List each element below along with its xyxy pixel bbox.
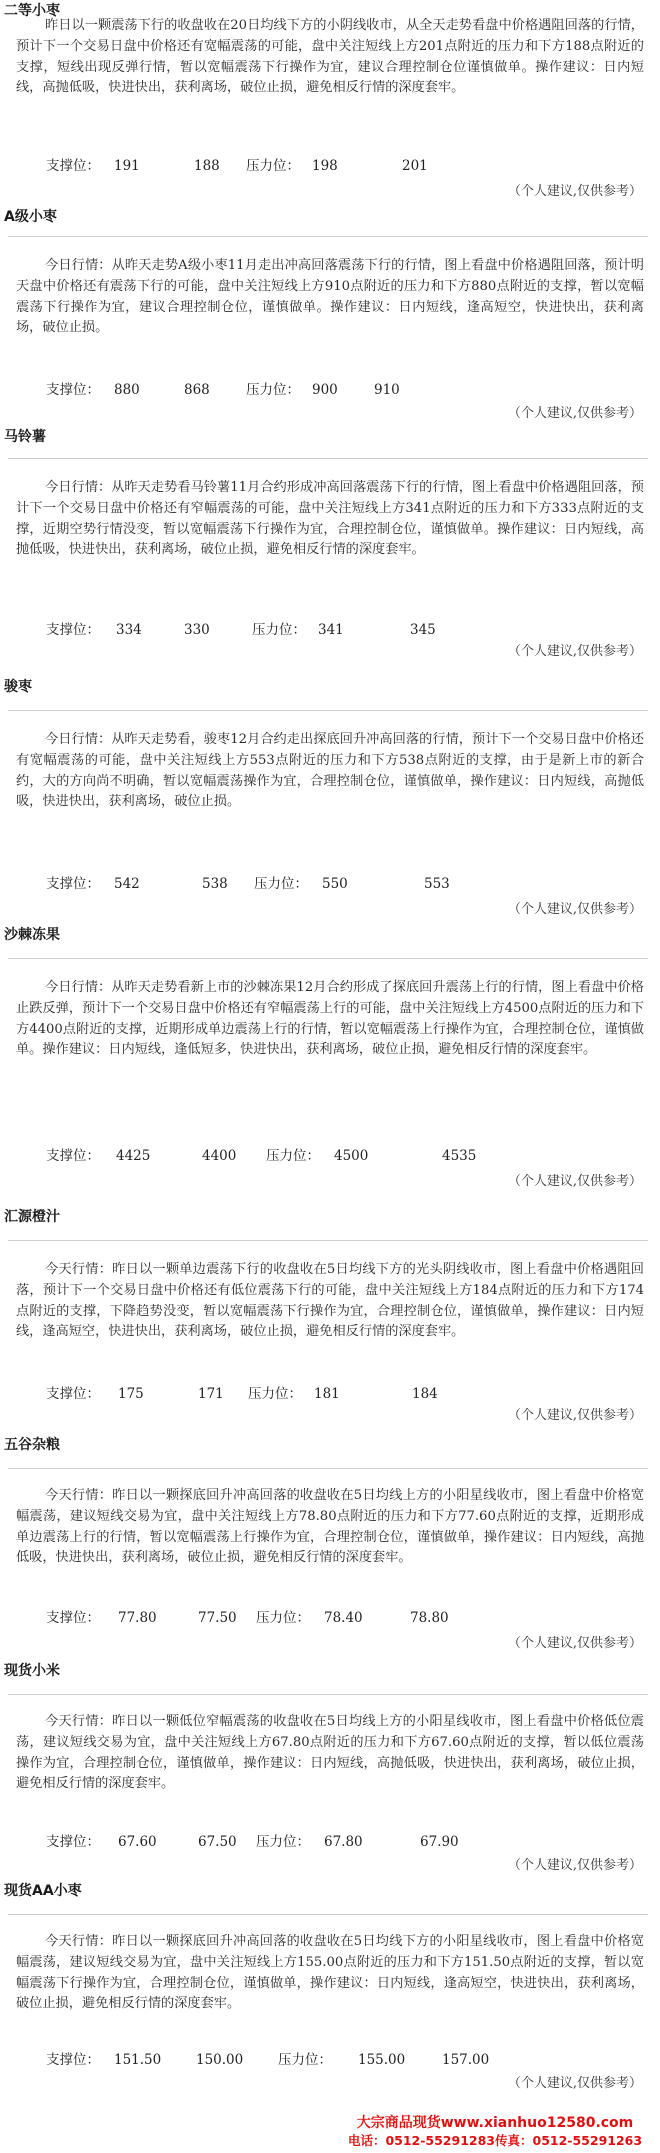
footer-phone-fax: 电话：0512-55291283传真：0512-55291263 [347, 2133, 643, 2148]
disclaimer-note: （个人建议,仅供参考） [507, 644, 642, 659]
support-label: 支撑位： [46, 158, 100, 174]
resistance-label: 压力位： [256, 1834, 310, 1850]
resistance-value-2: 67.90 [420, 1834, 459, 1850]
divider [8, 1240, 648, 1241]
divider [8, 458, 648, 459]
support-label: 支撑位： [46, 382, 100, 398]
support-value-2: 538 [202, 876, 228, 892]
divider [8, 1468, 648, 1469]
section-title: 五谷杂粮 [4, 1437, 60, 1453]
support-label: 支撑位： [46, 2052, 100, 2068]
resistance-value-2: 910 [374, 382, 400, 398]
section-text: 今日行情：从昨天走势A级小枣11月走出冲高回落震荡下行的行情，图上看盘中价格遇阻回落，预计明天盘中价格还有震荡下行的可能，盘中关注短线上方910点附近的压力和下方880点附近的支撑，暂以宽幅震荡下行操作为宜，建议合理控制仓位，谨慎做单。操作建议：日内短线，逢高短空，快进快出，获利离场，破位止损。 [16, 258, 644, 336]
divider [8, 1694, 648, 1695]
resistance-value-1: 181 [314, 1386, 340, 1402]
divider [8, 1914, 648, 1915]
section-text: 昨日以一颗震荡下行的收盘收在20日均线下方的小阴线收市，从全天走势看盘中价格遇阻回落的行情，预计下一个交易日盘中价格还有宽幅震荡的可能，盘中关注短线上方201点附近的压力和下方188点附近的支撑，短线出现反弹行情，暂以宽幅震荡下行操作为宜，建议合理控制仓位谨慎做单。操作建议：日内短线，高抛低吸，快进快出，获利离场，破位止损，避免相反行情的深度套牢。 [16, 18, 644, 96]
support-value-2: 67.50 [198, 1834, 237, 1850]
disclaimer-note: （个人建议,仅供参考） [507, 184, 642, 199]
section-title: 现货AA小枣 [4, 1883, 82, 1899]
support-value-1: 67.60 [118, 1834, 157, 1850]
resistance-label: 压力位： [266, 1148, 320, 1164]
resistance-value-2: 553 [424, 876, 450, 892]
section-title: 现货小米 [4, 1663, 60, 1679]
section-text: 今日行情：从昨天走势看新上市的沙棘冻果12月合约形成了探底回升震荡上行的行情，图上看盘中价格止跌反弹，预计下一个交易日盘中价格还有窄幅震荡上行的可能，盘中关注短线上方4500点附近的压力和下方4400点附近的支撑，近期形成单边震荡上行的行情，暂以宽幅震荡上行操作为宜，合理控制仓位，谨慎做单。操作建议：日内短线，逢低短多，快进快出，获利离场，破位止损，避免相反行情的深度套牢。 [16, 980, 644, 1058]
resistance-value-2: 184 [412, 1386, 438, 1402]
section-text: 今天行情：昨日以一颗单边震荡下行的收盘收在5日均线下方的光头阴线收市，图上看盘中价格遇阻回落，预计下一个交易日盘中价格还有低位震荡下行的可能，盘中关注短线上方184点附近的压力和下方174点附近的支撑，下降趋势没变，暂以宽幅震荡下行操作为宜，合理控制仓位，谨慎做单，操作建议：日内短线，逢高短空，快进快出，获利离场，破位止损，避免相反行情的深度套牢。 [16, 1262, 644, 1340]
disclaimer-note: （个人建议,仅供参考） [507, 902, 642, 917]
section-text: 今天行情：昨日以一颗低位窄幅震荡的收盘收在5日均线上方的小阳星线收市，图上看盘中价格低位震荡，建议短线交易为宜，盘中关注短线上方67.80点附近的压力和下方67.60点附近的支撑，暂以低位震荡操作为宜，合理控制仓位，谨慎做单，操作建议：日内短线，高抛低吸，快进快出，获利离场，破位止损，避免相反行情的深度套牢。 [16, 1714, 644, 1792]
support-value-2: 77.50 [198, 1610, 237, 1626]
support-value-1: 880 [114, 382, 140, 398]
support-value-1: 191 [114, 158, 140, 174]
resistance-label: 压力位： [246, 382, 300, 398]
support-value-2: 868 [184, 382, 210, 398]
resistance-label: 压力位： [248, 1386, 302, 1402]
section-title: 马铃薯 [4, 429, 46, 445]
support-label: 支撑位： [46, 1834, 100, 1850]
resistance-value-1: 900 [312, 382, 338, 398]
support-value-1: 4425 [116, 1148, 151, 1164]
resistance-label: 压力位： [246, 158, 300, 174]
disclaimer-note: （个人建议,仅供参考） [507, 1858, 642, 1873]
resistance-value-1: 78.40 [324, 1610, 363, 1626]
support-value-1: 175 [118, 1386, 144, 1402]
disclaimer-note: （个人建议,仅供参考） [507, 1408, 642, 1423]
resistance-label: 压力位： [254, 876, 308, 892]
support-value-1: 151.50 [114, 2052, 162, 2068]
resistance-value-1: 155.00 [358, 2052, 406, 2068]
support-label: 支撑位： [46, 1386, 100, 1402]
section-text: 今日行情：从昨天走势看马铃薯11月合约形成冲高回落震荡下行的行情，图上看盘中价格遇阻回落，预计下一个交易日盘中价格还有窄幅震荡的可能，盘中关注短线上方341点附近的压力和下方333点附近的支撑，近期空势行情没变，暂以宽幅震荡下行操作为宜，合理控制仓位，谨慎做单。操作建议：日内短线，高抛低吸，快进快出，获利离场，破位止损，避免相反行情的深度套牢。 [16, 480, 644, 558]
resistance-value-2: 201 [402, 158, 428, 174]
section-title: 沙棘冻果 [4, 927, 60, 943]
support-value-2: 150.00 [196, 2052, 244, 2068]
section-title: 汇源橙汁 [4, 1209, 60, 1225]
section-text: 今天行情：昨日以一颗探底回升冲高回落的收盘收在5日均线下方的小阳星线收市，图上看盘中价格宽幅震荡，建议短线交易为宜，盘中关注短线上方155.00点附近的压力和下方151.50点附近的支撑，暂以宽幅震荡下行操作为宜，合理控制仓位，谨慎做单，操作建议：日内短线，逢高短空，快进快出，获利离场，破位止损，避免相反行情的深度套牢。 [16, 1934, 644, 2012]
support-value-2: 188 [194, 158, 220, 174]
section-title: 骏枣 [4, 679, 32, 695]
resistance-value-1: 341 [318, 622, 344, 638]
support-value-1: 542 [114, 876, 140, 892]
resistance-value-1: 4500 [334, 1148, 369, 1164]
disclaimer-note: （个人建议,仅供参考） [507, 2076, 642, 2091]
support-label: 支撑位： [46, 1610, 100, 1626]
section-title: 二等小枣 [4, 3, 60, 19]
resistance-value-2: 345 [410, 622, 436, 638]
section-title: A级小枣 [4, 209, 57, 225]
footer-website[interactable]: 大宗商品现货www.xianhuo12580.com [356, 2115, 634, 2131]
divider [8, 958, 648, 959]
resistance-label: 压力位： [256, 1610, 310, 1626]
disclaimer-note: （个人建议,仅供参考） [507, 406, 642, 421]
resistance-value-2: 157.00 [442, 2052, 490, 2068]
support-value-2: 171 [198, 1386, 224, 1402]
support-value-1: 77.80 [118, 1610, 157, 1626]
support-label: 支撑位： [46, 1148, 100, 1164]
section-text: 今天行情：昨日以一颗探底回升冲高回落的收盘收在5日均线上方的小阳星线收市，图上看盘中价格宽幅震荡，建议短线交易为宜，盘中关注短线上方78.80点附近的压力和下方77.60点附近的支撑，近期形成单边震荡上行的行情，暂以宽幅震荡上行操作为宜，合理控制仓位，谨慎做单，操作建议：日内短线，高抛低吸，快进快出，获利离场，破位止损，避免相反行情的深度套牢。 [16, 1488, 644, 1566]
support-value-1: 334 [116, 622, 142, 638]
footer-contact [330, 2114, 660, 2152]
divider [8, 236, 648, 237]
resistance-value-2: 4535 [442, 1148, 477, 1164]
resistance-label: 压力位： [278, 2052, 332, 2068]
support-label: 支撑位： [46, 876, 100, 892]
section-text: 今日行情：从昨天走势看，骏枣12月合约走出探底回升冲高回落的行情，预计下一个交易日盘中价格还有宽幅震荡的可能，盘中关注短线上方553点附近的压力和下方538点附近的支撑，由于是新上市的新合约，大的方向尚不明确，暂以宽幅震荡操作为宜，合理控制仓位，谨慎做单，操作建议：日内短线，高抛低吸，快进快出，获利离场，破位止损。 [16, 732, 644, 810]
resistance-value-1: 550 [322, 876, 348, 892]
resistance-value-2: 78.80 [410, 1610, 449, 1626]
disclaimer-note: （个人建议,仅供参考） [507, 1174, 642, 1189]
divider [8, 710, 648, 711]
support-label: 支撑位： [46, 622, 100, 638]
resistance-value-1: 67.80 [324, 1834, 363, 1850]
resistance-label: 压力位： [252, 622, 306, 638]
support-value-2: 4400 [202, 1148, 237, 1164]
support-value-2: 330 [184, 622, 210, 638]
disclaimer-note: （个人建议,仅供参考） [507, 1636, 642, 1651]
resistance-value-1: 198 [312, 158, 338, 174]
